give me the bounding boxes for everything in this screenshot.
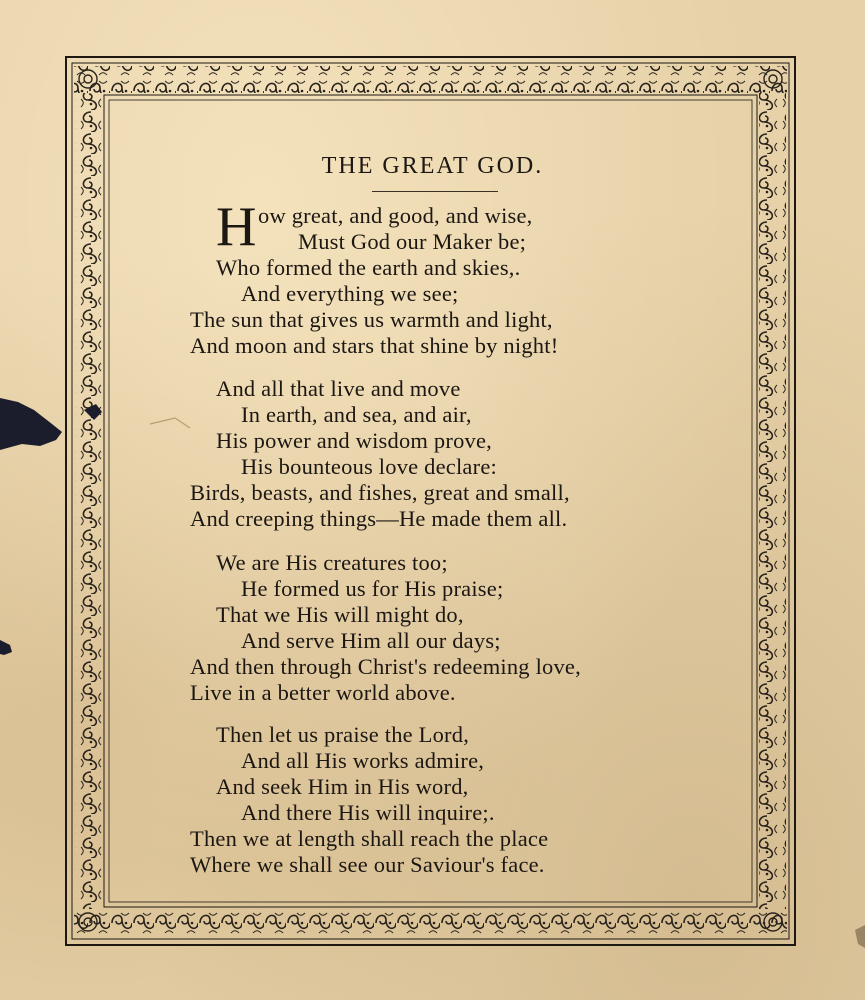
poem-line: We are His creatures too; <box>216 550 448 575</box>
poem-line: And seek Him in His word, <box>216 774 469 799</box>
poem-line: Must God our Maker be; <box>298 229 527 254</box>
poem-line: That we His will might do, <box>216 602 464 627</box>
poem-line: He formed us for His praise; <box>241 576 504 601</box>
poem-line: In earth, and sea, and air, <box>241 402 472 427</box>
poem-line: And serve Him all our days; <box>241 628 501 653</box>
drop-cap: H <box>216 196 257 258</box>
poem-line: And creeping things—He made them all. <box>190 506 568 531</box>
poem-line: Who formed the earth and skies,. <box>216 255 521 280</box>
poem-line: And everything we see; <box>241 281 459 306</box>
poem-line: His bounteous love declare: <box>241 454 497 479</box>
poem-line: And moon and stars that shine by night! <box>190 333 559 358</box>
title-divider <box>372 191 498 192</box>
poem-line: Then let us praise the Lord, <box>216 722 470 747</box>
poem-line: ow great, and good, and wise, <box>258 203 533 228</box>
poem-title: THE GREAT GOD. <box>321 153 544 179</box>
poem-line: Then we at length shall reach the place <box>190 826 549 851</box>
poem-line: His power and wisdom prove, <box>216 428 492 453</box>
poem-line: And all that live and move <box>216 376 461 401</box>
poem-line: And all His works admire, <box>241 748 485 773</box>
poem-line: Where we shall see our Saviour's face. <box>190 852 545 877</box>
poem-line: And then through Christ's redeeming love, <box>190 654 581 679</box>
poem-line: And there His will inquire;. <box>241 800 495 825</box>
poem-line: Birds, beasts, and fishes, great and small, <box>190 480 570 505</box>
poem-line: The sun that gives us warmth and light, <box>190 307 553 332</box>
poem-line: Live in a better world above. <box>190 680 456 705</box>
